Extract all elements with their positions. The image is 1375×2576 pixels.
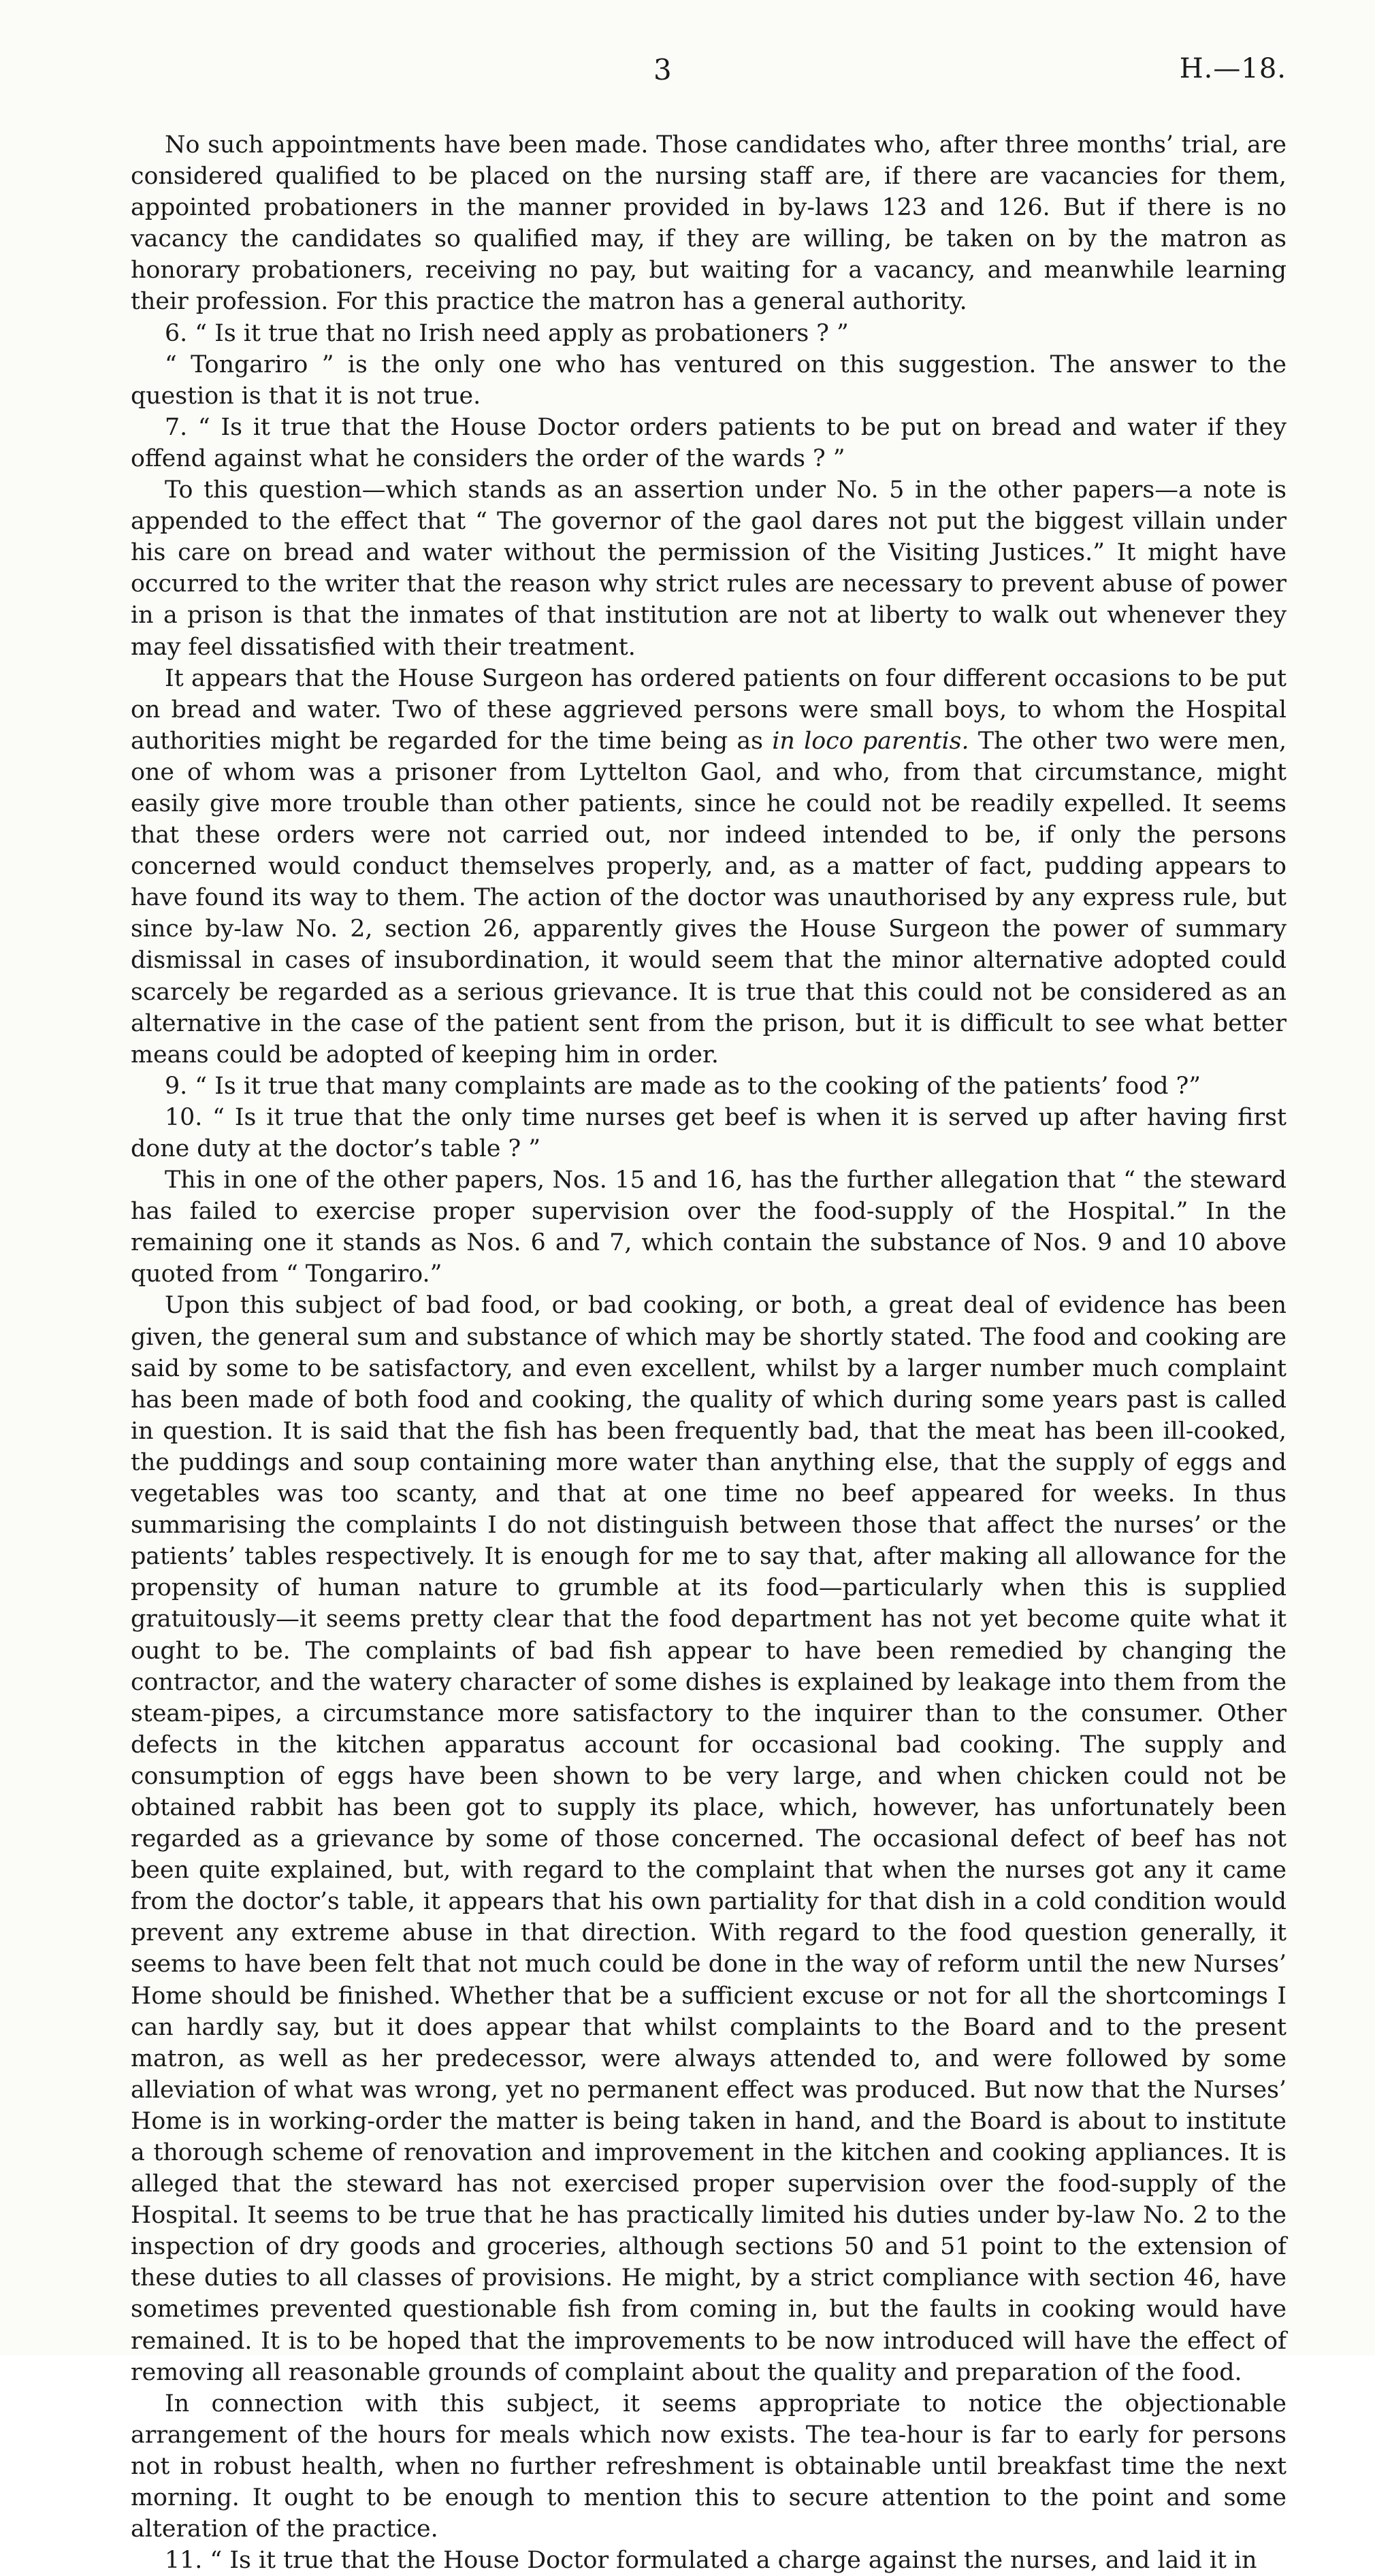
paragraph: 9. “ Is it true that many complaints are made as to the cooking of the patients’ food ?” (165, 1072, 1201, 1100)
body-text (131, 129, 1287, 2576)
paragraph: 11. “ Is it true that the House Doctor formulated a charge against the nurses, and laid it in (165, 2547, 1257, 2575)
paragraph (131, 663, 1287, 1071)
document-reference: H.—18. (1179, 53, 1287, 84)
page-header (116, 53, 1287, 101)
paragraph: To this question—which stands as an assertion under No. 5 in the other papers—a note is appended to the effect that “ The governor of the gaol dares not put the biggest villain under his care on bread and water without the permission of the Visiting Justices.” It might have occurred to the writer that the reason why strict rules are necessary to prevent abuse of power in a prison is that the inmates of that institution are not at liberty to walk out whenever they may feel dissatisfied with their treatment. (131, 476, 1287, 661)
paragraph: In connection with this subject, it seems appropriate to notice the objectionable arrangement of the hours for meals which now exists. The tea-hour is far to early for persons not in robust health, when no further refreshment is obtainable until breakfast time the next morning. It ought to be enough to mention this to secure attention to the point and some alteration of the practice. (131, 2390, 1287, 2543)
paragraph-text: It appears that the House Surgeon has ordered patients on four different occasions to be put on bread and water. Two of these aggrieved persons were small boys, to whom the Hospital authorities might be regarded for the time being as (131, 664, 1287, 755)
paragraph: No such appointments have been made. Those candidates who, after three months’ trial, are considered qualified to be placed on the nursing staff are, if there are vacancies for them, appointed probationers in the manner provided in by-laws 123 and 126. But if there is no vacancy the candidates so qualified may, if they are willing, be taken on by the matron as honorary probationers, receiving no pay, but waiting for a vacancy, and meanwhile learning their profession. For this practice the matron has a general authority. (131, 131, 1287, 316)
paragraph: “ Tongariro ” is the only one who has ventured on this suggestion. The answer to the question is that it is not true. (131, 350, 1287, 410)
paragraph: This in one of the other papers, Nos. 15 and 16, has the further allegation that “ the steward has failed to exercise proper supervision over the food-supply of the Hospital.” In the remaining one it stands as Nos. 6 and 7, which contain the substance of Nos. 9 and 10 above quoted from “ Tongariro.” (131, 1167, 1287, 1288)
latin-phrase: in loco parentis. (772, 727, 969, 755)
paragraph: 10. “ Is it true that the only time nurses get beef is when it is served up after having first done duty at the doctor’s table ? ” (131, 1103, 1287, 1162)
paragraph-text: The other two were men, one of whom was a prisoner from Lyttelton Gaol, and who, from that circumstance, might easily give more trouble than other patients, since he could not be readily expelled. It seems that these orders were not carried out, nor indeed intended to be, if only the persons concerned would conduct themselves properly, and, as a matter of fact, pudding appears to have found its way to them. The action of the doctor was unauthorised by any express rule, but since by-law No. 2, section 26, apparently gives the House Surgeon the power of summary dismissal in cases of insubordination, it would seem that the minor alternative adopted could scarcely be regarded as a serious grievance. It is true that this could not be considered as an alternative in the case of the patient sent from the prison, but it is difficult to see what better means could be adopted of keeping him in order. (131, 727, 1287, 1069)
paragraph: 7. “ Is it true that the House Doctor orders patients to be put on bread and water if they offend against what he considers the order of the wards ? ” (131, 413, 1287, 472)
paragraph: Upon this subject of bad food, or bad cooking, or both, a great deal of evidence has been given, the general sum and substance of which may be shortly stated. The food and cooking are said by some to be satisfactory, and even excellent, whilst by a larger number much complaint has been made of both food and cooking, the quality of which during some years past is called in question. It is said that the fish has been frequently bad, that the meat has been ill-cooked, the puddings and soup containing more water than anything else, that the supply of eggs and vegetables was too scanty, and that at one time no beef appeared for weeks. In thus summarising the complaints I do not distinguish between those that affect the nurses’ or the patients’ tables respectively. It is enough for me to say that, after making all allowance for the propensity of human nature to grumble at its food—particularly when this is supplied gratuitously—it seems pretty clear that the food department has not yet become quite what it ought to be. The complaints of bad fish appear to have been remedied by changing the contractor, and the watery character of some dishes is explained by leakage into them from the steam-pipes, a circumstance more satisfactory to the inquirer than to the consumer. Other defects in the kitchen apparatus account for occasional bad cooking. The supply and consumption of eggs have been shown to be very large, and when chicken could not be obtained rabbit has been got to supply its place, which, however, has unfortunately been regarded as a grievance by some of those concerned. The occasional defect of beef has not been quite explained, but, with regard to the complaint that when the nurses got any it came from the doctor’s table, it appears that his own partiality for that dish in a cold condition would prevent any extreme abuse in that direction. With regard to the food question generally, it seems to have been felt that not much could be done in the way of reform until the new Nurses’ Home should be finished. Whether that be a sufficient excuse or not for all the shortcomings I can hardly say, but it does appear that whilst complaints to the Board and to the present matron, as well as her predecessor, were always attended to, and were followed by some alleviation of what was wrong, yet no permanent effect was produced. But now that the Nurses’ Home is in working-order the matter is being taken in hand, and the Board is about to institute a thorough scheme of renovation and improvement in the kitchen and cooking appliances. It is alleged that the steward has not exercised proper supervision over the food-supply of the Hospital. It seems to be true that he has practically limited his duties under by-law No. 2 to the inspection of dry goods and groceries, although sections 50 and 51 point to the extension of these duties to all classes of provisions. He might, by a strict compliance with section 46, have sometimes prevented questionable fish from coming in, but the faults in cooking would have remained. It is to be hoped that the improvements to be now introduced will have the effect of removing all reasonable grounds of complaint about the quality and preparation of the food. (131, 1292, 1287, 2386)
paragraph: 6. “ Is it true that no Irish need apply as probationers ? ” (165, 319, 849, 347)
page-number: 3 (653, 53, 672, 86)
